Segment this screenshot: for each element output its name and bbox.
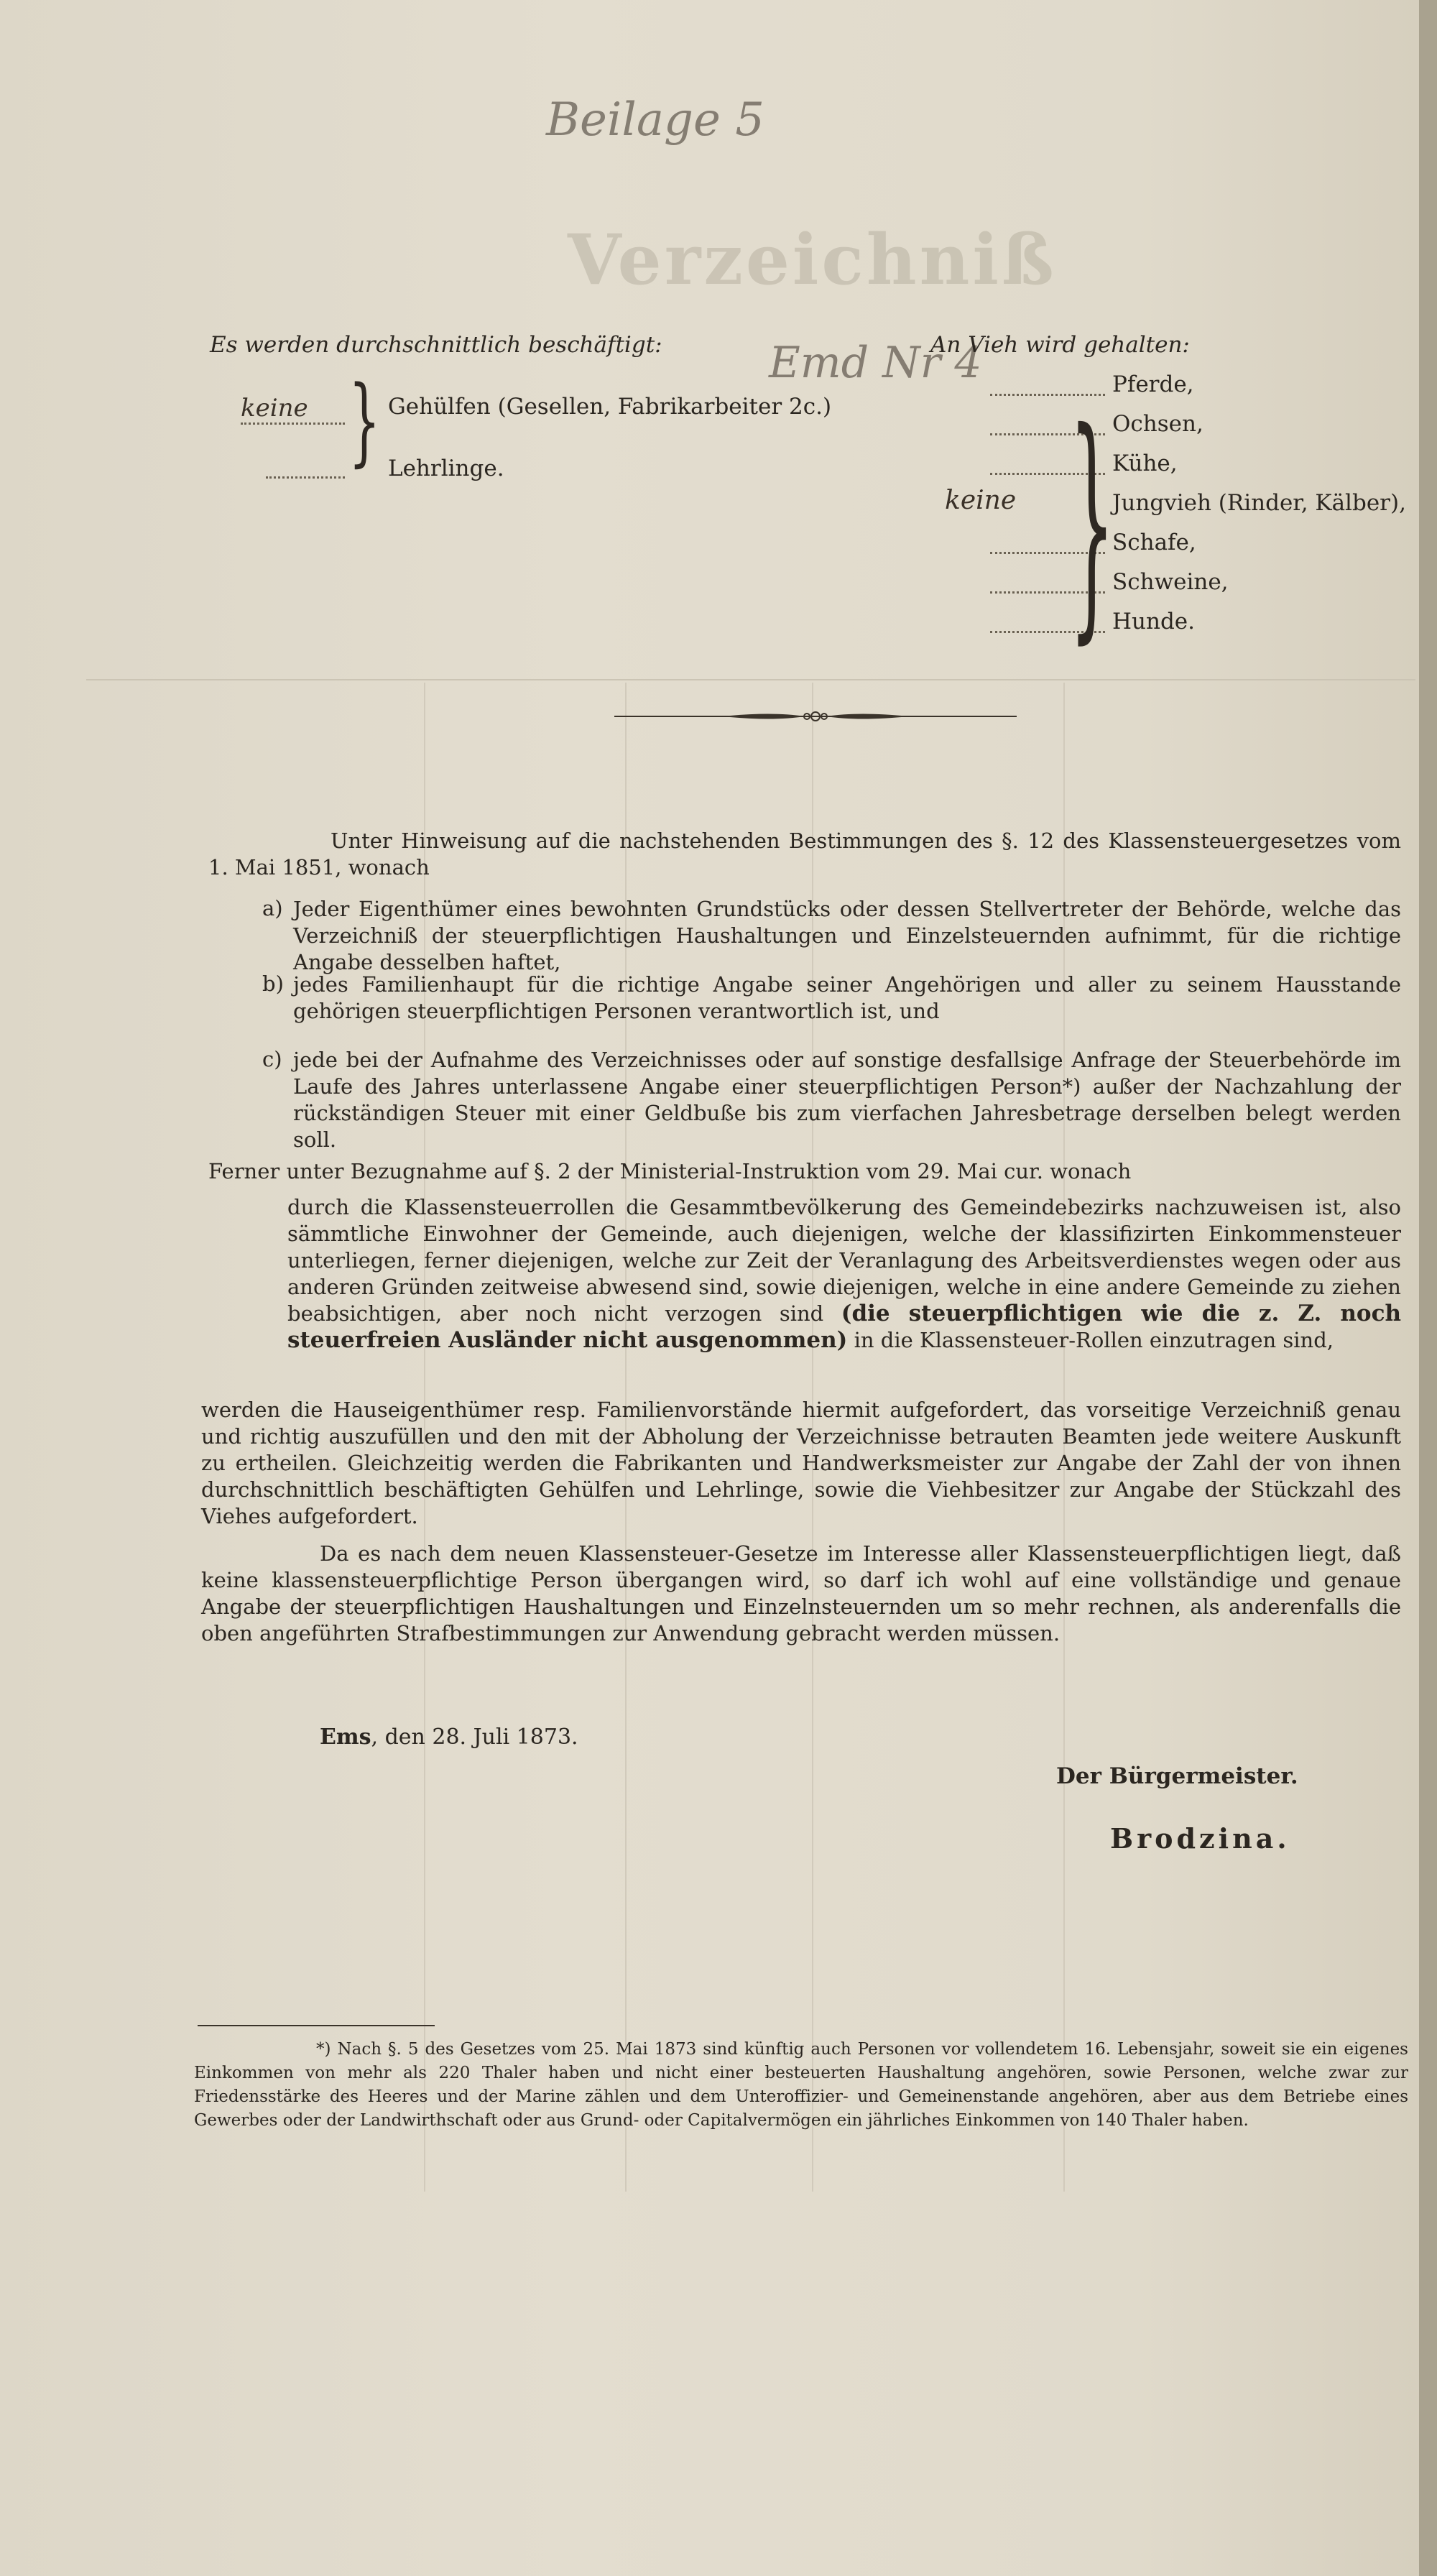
signature-title: Der Bürgermeister. [1056, 1763, 1298, 1789]
livestock-handwritten-value: keine [945, 486, 1017, 515]
livestock-item: Schweine, [1112, 569, 1229, 595]
durch-text: durch die Klassensteuerrollen die Gesammtbevölkerung des Gemeindebezirks nachzuweisen ist, also sämmtliche Einwohner der Gemeinde, auch diejenigen, welche der klassifizirten Einkommensteuer unterliegen, ferner diejenigen, welche zur Zeit der Veranlagung des Arbeitsverdienstes wegen oder aus anderen Gründen zeitweise abwesend sind, sowie diejenigen, welche in eine andere Gemeinde zu ziehen beabsichtigen, aber noch nicht verzogen sind [287, 1195, 1401, 1326]
lehrlinge-blank [266, 476, 345, 479]
signature-name: Brodzina. [1110, 1822, 1290, 1855]
livestock-item: Ochsen, [1112, 411, 1203, 437]
bleed-title: Verzeichniß [568, 219, 1057, 300]
employees-handwritten-value: keine [241, 394, 308, 423]
lehrlinge-label: Lehrlinge. [388, 456, 504, 481]
werden-paragraph: werden die Hauseigenthümer resp. Familienvorstände hiermit aufgefordert, das vorseitige Verzeichniß genau und richtig auszufüllen und den mit der Abholung der Verzeichnisse betrauten Beamten jede weitere Auskunft zu ertheilen. Gleichzeitig werden die Fabrikanten und Handwerksmeister zur Angabe der Zahl der von ihnen durchschnittlich beschäftigten Gehülfen und Lehrlinge, sowie die Viehbesitzer zur Angabe der Stückzahl des Viehes aufgefordert. [201, 1398, 1401, 1528]
dateline-date: , den 28. Juli 1873. [371, 1725, 578, 1750]
intro-paragraph [208, 828, 1401, 881]
item-c: jede bei der Aufnahme des Verzeichnisses oder auf sonstige desfallsige Anfrage der Steuerbehörde im Laufe des Jahres unterlassene Angabe einer steuerpflichtigen Person*) außer der Nachzahlung der rückständigen Steuer mit einer Geldbuße bis zum vierfachen Jahresbetrage derselben belegt werden soll. [293, 1048, 1401, 1152]
intro-text: Unter Hinweisung auf die nachstehenden Bestimmungen des §. 12 des Klassensteuergesetzes vom 1. Mai 1851, wonach [208, 828, 1401, 880]
livestock-heading: An Vieh wird gehalten: [930, 332, 1190, 358]
gehuelfen-label: Gehülfen (Gesellen, Fabrikarbeiter 2c.) [388, 394, 832, 420]
item-a-label: a) [262, 896, 283, 920]
employees-brace: } [348, 365, 381, 477]
item-b: jedes Familienhaupt für die richtige Angabe seiner Angehörigen und aller zu seinem Hausstande gehörigen steuerpflichtigen Personen verantwortlich ist, und [293, 972, 1401, 1023]
page-edge [1419, 0, 1437, 2576]
footnote-rule [198, 2025, 435, 2026]
item-b-label: b) [262, 971, 284, 996]
ferner-line: Ferner unter Bezugnahme auf §. 2 der Ministerial-Instruktion vom 29. Mai cur. wonach [208, 1159, 1132, 1183]
durch-bold-text: (die steuerpflichtigen wie die z. Z. noch steuerfreien Ausländer nicht ausgenommen) [287, 1301, 1402, 1353]
ornament-divider [614, 707, 1017, 726]
durch-post-text: in die Klassensteuer-Rollen einzutragen sind, [854, 1328, 1334, 1352]
livestock-item: Pferde, [1112, 371, 1194, 397]
footnote: *) Nach §. 5 des Gesetzes vom 25. Mai 1873 sind künftig auch Personen vor vollendetem 16. Lebensjahr, soweit sie ein eigenes Einkommen von mehr als 220 Thaler haben und nicht einer besteuerten Haushaltung angehören, sowie Personen, welche zwar zur Friedensstärke des Heeres und der Marine zählen und dem Unteroffizier- und Gemeinenstande angehören, aber aus dem Betriebe eines Gewerbes oder der Landwirthschaft oder aus Grund- oder Capitalvermögen ein jährliches Einkommen von 140 Thaler haben. [194, 2040, 1408, 2130]
dateline-place: Ems [320, 1725, 371, 1750]
dateline [320, 1725, 578, 1750]
bleed-rule [86, 679, 1415, 680]
livestock-item: Jungvieh (Rinder, Kälber), [1112, 490, 1406, 516]
livestock-item: Schafe, [1112, 530, 1196, 555]
livestock-item: Kühe, [1112, 451, 1178, 476]
item-a: Jeder Eigenthümer eines bewohnten Grundstücks oder dessen Stellvertreter der Behörde, welche das Verzeichniß der steuerpflichtigen Haushaltungen und Einzelsteuernden aufnimmt, für die richtige Angabe desselben haftet, [293, 897, 1401, 974]
bleed-script: Beilage 5 [546, 93, 764, 147]
employees-heading: Es werden durchschnittlich beschäftigt: [210, 332, 662, 358]
durch-paragraph [287, 1194, 1401, 1354]
livestock-item: Hunde. [1112, 609, 1196, 634]
livestock-brace: } [1069, 379, 1115, 665]
item-c-label: c) [262, 1047, 282, 1071]
gehuelfen-blank [241, 423, 345, 425]
da-paragraph: Da es nach dem neuen Klassensteuer-Gesetze im Interesse aller Klassensteuerpflichtigen liegt, daß keine klassensteuerpflichtige Person übergangen wird, so darf ich wohl auf eine vollständige und genaue Angabe der steuerpflichtigen Haushaltungen und Einzelnsteuernden um so mehr rechnen, als anderenfalls die oben angeführten Strafbestimmungen zur Anwendung gebracht werden müssen. [201, 1541, 1401, 1645]
bleed-handwriting: Emd Nr 4 [769, 338, 982, 388]
